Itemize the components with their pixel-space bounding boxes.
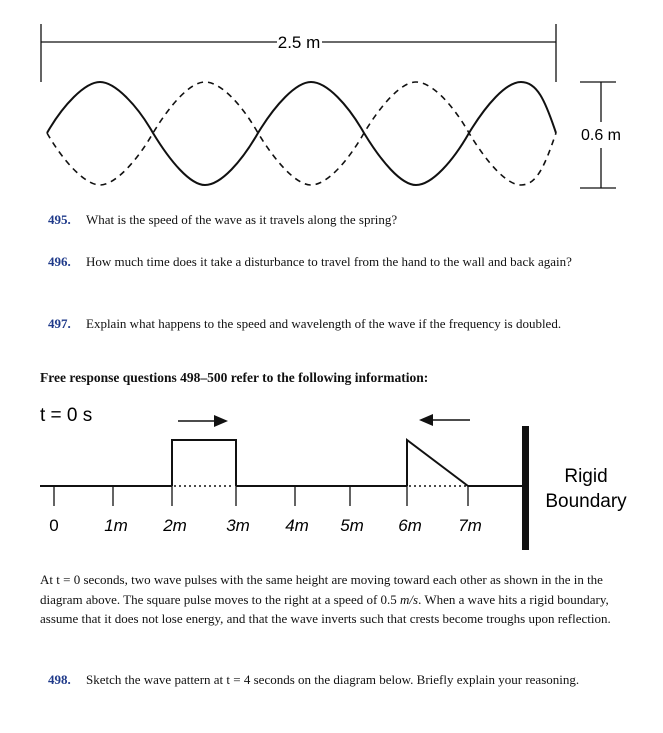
free-response-heading: Free response questions 498–500 refer to the following information: [40, 370, 429, 385]
question-497 [48, 314, 618, 333]
question-number: 495. [48, 212, 71, 227]
tick-label-7: 7m [458, 516, 482, 535]
rigid-boundary-wall [522, 426, 529, 550]
triangle-pulse [407, 440, 468, 486]
boundary-label-line2: Boundary [545, 491, 627, 512]
question-number: 496. [48, 254, 71, 269]
question-text: What is the speed of the wave as it travels along the spring? [86, 212, 398, 227]
standing-wave-diagram [0, 0, 663, 200]
question-number: 497. [48, 316, 71, 331]
question-number: 498. [48, 672, 71, 687]
tick-label-1: 1m [104, 516, 128, 535]
tick-label-6: 6m [398, 516, 422, 535]
square-pulse [172, 440, 236, 486]
question-text: Sketch the wave pattern at t = 4 seconds on the diagram below. Briefly explain your reasoning. [86, 672, 580, 687]
tick-label-5: 5m [340, 516, 364, 535]
solid-wave [47, 82, 556, 185]
paragraph-part2: . When a wave hits a rigid boundary, assume that it does not lose energy, and that the wave inverts such that crests become troughs upon reflection. [40, 591, 611, 626]
amplitude-label: 0.6 m [580, 127, 622, 144]
boundary-label-line1: Rigid [564, 466, 608, 487]
question-text: Explain what happens to the speed and wavelength of the wave if the frequency is doubled. [86, 316, 562, 331]
time-label: t = 0 s [40, 405, 93, 426]
tick-label-4: 4m [285, 516, 309, 535]
question-text: How much time does it take a disturbance to travel from the hand to the wall and back again? [86, 254, 572, 269]
left-arrow-icon [419, 414, 433, 426]
speed-units: m/s [400, 591, 419, 607]
question-496 [48, 252, 628, 271]
tick-label-0: 0 [49, 516, 59, 535]
tick-label-2: 2m [163, 516, 187, 535]
tick-label-3: 3m [226, 516, 250, 535]
length-label: 2.5 m [277, 33, 321, 52]
dashed-wave [47, 82, 556, 185]
scenario-paragraph [40, 570, 630, 629]
tick-marks [54, 486, 468, 506]
question-495 [48, 210, 628, 229]
paragraph-part1: At t = 0 seconds, two wave pulses with the same height are moving toward each other as shown in the in the diagram above. The square pulse moves to the right at a speed of 0.5 [40, 572, 603, 607]
right-arrow-icon [214, 415, 228, 427]
question-498 [48, 670, 618, 689]
